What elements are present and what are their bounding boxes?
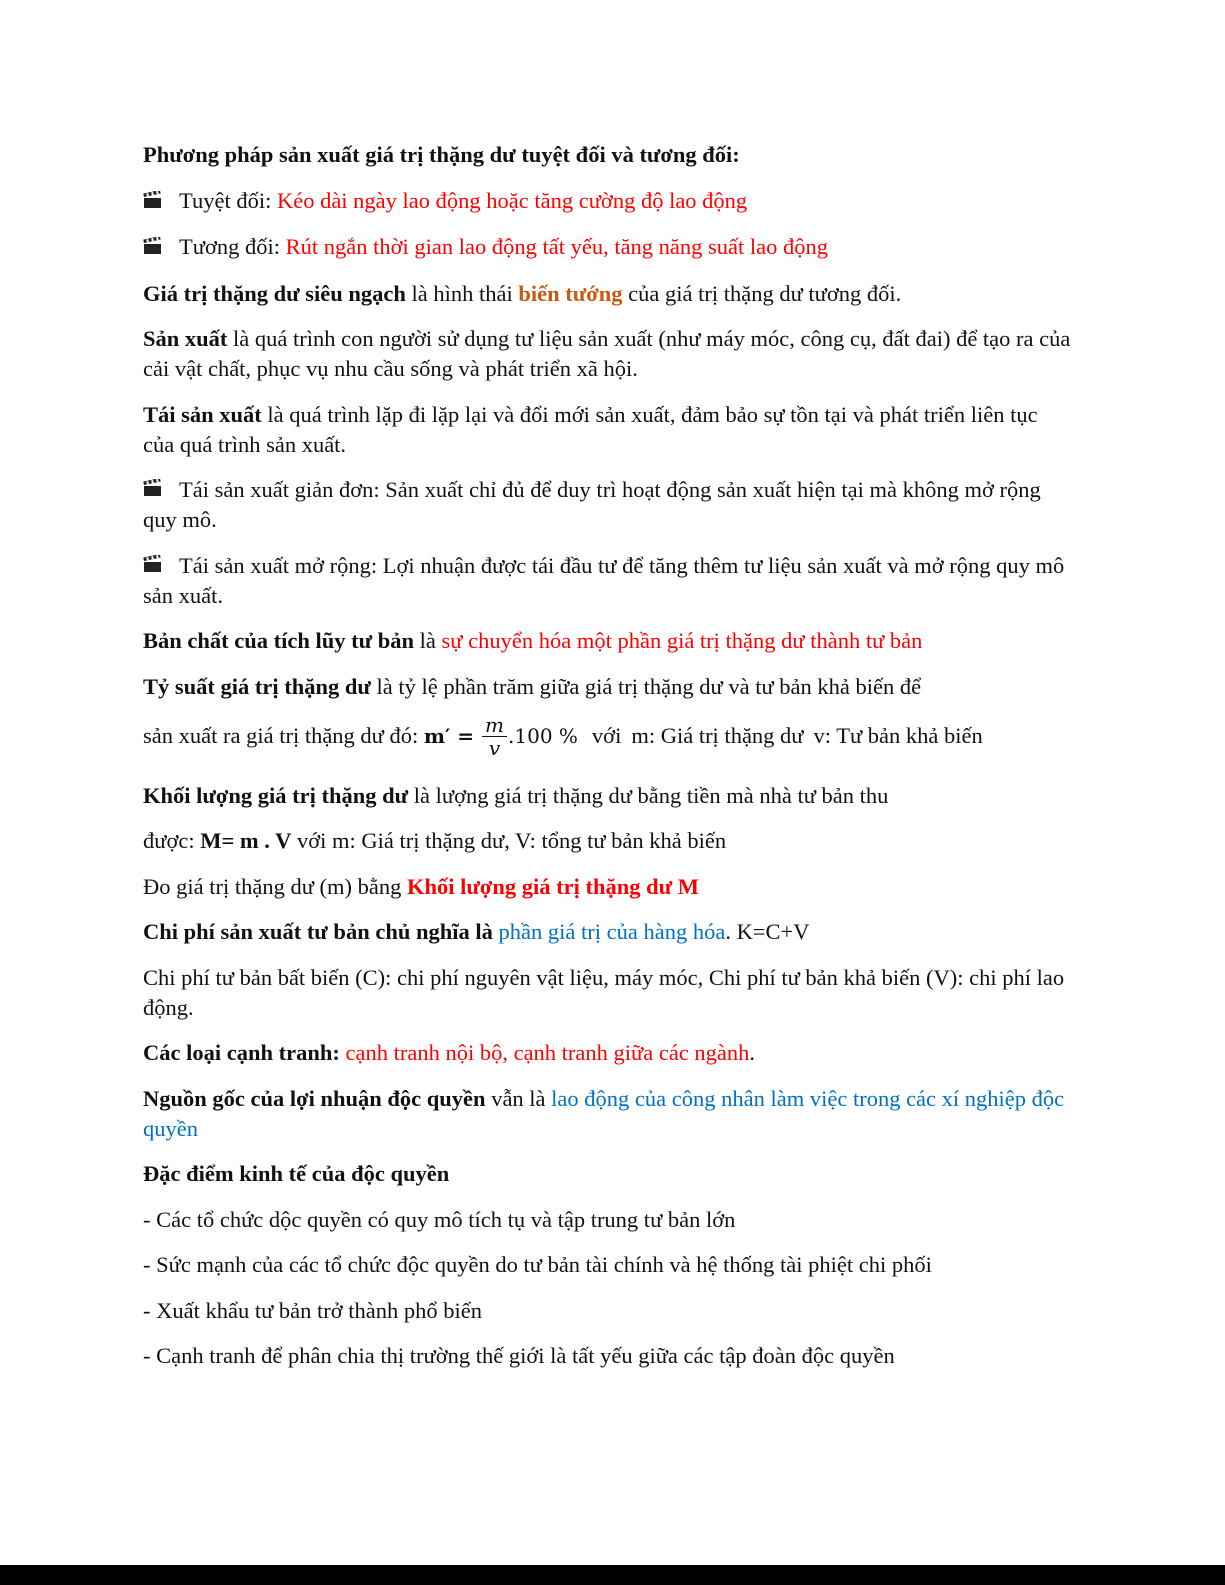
formula-lead: sản xuất ra giá trị thặng dư đó: [143,723,424,748]
fraction [482,714,507,759]
formula-mass: M= m . V [200,828,292,853]
bullet-text: Tái sản xuất giản đơn: Sản xuất chỉ đủ để duy trì hoạt động sản xuất hiện tại mà không mở rộng quy mô. [143,477,1041,532]
bullet-relative-text [179,232,828,262]
text: vẫn là [485,1085,552,1111]
bullet-simple-reproduction [143,475,1073,535]
para-chi-phi-detail: Chi phí tư bản bất biến (C): chi phí nguyên vật liệu, máy móc, Chi phí tư bản khả biến (V): chi phí lao động. [143,964,1065,1020]
highlight: cạnh tranh nội bộ, cạnh tranh giữa các ngành [345,1040,750,1065]
formula-line [143,714,1073,759]
bullet-value: Kéo dài ngày lao động hoặc tăng cường độ lao động [276,187,748,213]
text: là [414,628,442,653]
bullet-expanded-reproduction [143,551,1073,611]
heading-features [143,1159,1073,1189]
text: là quá trình lặp đi lặp lại và đổi mới sản xuất, đảm bảo sự tồn tại và phát triển liên tục của quá trình sản xuất. [143,401,1038,457]
para-ty-suat [143,672,1073,702]
page-bottom-bar [0,1565,1225,1585]
para-ban-chat [143,626,1073,656]
term: Nguồn gốc của lợi nhuận độc quyền [143,1085,486,1111]
heading-methods [143,140,1073,170]
document-content [143,140,1073,1387]
highlight: phần giá trị của hàng hóa [498,919,726,944]
text: . K=C+V [725,919,810,944]
clapperboard-icon [143,232,179,263]
text: Đo giá trị thặng dư (m) bằng [143,873,408,899]
term: Bản chất của tích lũy tư bản [143,628,415,653]
text: được: [143,828,201,853]
formula-with: với [591,723,622,748]
formula-percent: .100 % [508,724,578,748]
text: là quá trình con người sử dụng tư liệu sản xuất (như máy móc, công cụ, đất đai) để tạo ra của cải vật chất, phục vụ nhu cầu sống và phát triển xã hội. [143,326,1071,381]
list-item: - Các tổ chức dộc quyền có quy mô tích tụ và tập trung tư bản lớn [143,1206,736,1232]
term: Tái sản xuất [143,401,262,427]
highlight: sự chuyển hóa một phần giá trị thặng dư thành tư bản [441,628,923,653]
bullet-absolute-text [179,186,747,216]
para-tai-san-xuat [143,400,1073,460]
text: của giá trị thặng dư tương đối. [622,280,902,306]
formula-m-definition: m: Giá trị thặng dư [631,723,804,748]
text: là hình thái [405,280,519,306]
para-nguon-goc [143,1084,1073,1144]
bullet-relative [143,232,1073,263]
term: Tỷ suất giá trị thặng dư [143,673,371,699]
list-item: - Xuất khẩu tư bản trở thành phổ biến [143,1297,483,1323]
clapperboard-icon [143,186,179,217]
clapperboard-icon [143,551,179,581]
bullet-absolute [143,186,1073,217]
bullet-label: Tuyệt đối: [179,187,277,213]
term: Các loại cạnh tranh: [143,1040,340,1065]
heading-text: Phương pháp sản xuất giá trị thặng dư tuyệt đối và tương đối: [143,142,740,167]
para-khoi-luong [143,781,1073,811]
term: Khối lượng giá trị thặng dư [143,782,409,808]
clapperboard-icon [143,475,179,505]
term: Sản xuất [143,326,228,351]
highlight: biến tướng [518,280,623,306]
text: là lượng giá trị thặng dư bằng tiền mà nhà tư bản thu [408,782,889,808]
term: Chi phí sản xuất tư bản chủ nghĩa là [143,919,493,944]
para-san-xuat [143,324,1073,384]
text: là tỷ lệ phần trăm giữa giá trị thặng dư và tư bản khả biến để [370,673,922,699]
text: . [749,1040,756,1065]
fraction-numerator: m [482,714,507,737]
list-item: - Cạnh tranh để phân chia thị trường thế giới là tất yếu giữa các tập đoàn độc quyền [143,1343,895,1368]
bullet-label: Tương đối: [179,234,286,259]
formula-lhs: m′ = [423,724,475,748]
para-do [143,872,1073,902]
formula-v-definition: v: Tư bản khả biến [813,723,983,748]
fraction-denominator: v [488,735,501,760]
bullet-text: Tái sản xuất mở rộng: Lợi nhuận được tái đầu tư để tăng thêm tư liệu sản xuất và mở rộng quy mô sản xuất. [143,552,1065,608]
para-sieu-ngach [143,279,1073,309]
bullet-value: Rút ngắn thời gian lao động tất yếu, tăng năng suất lao động [285,234,829,259]
list-item: - Sức mạnh của các tổ chức độc quyền do tư bản tài chính và hệ thống tài phiệt chi phối [143,1252,932,1277]
highlight: Khối lượng giá trị thặng dư M [407,873,700,899]
heading-text: Đặc điểm kinh tế của độc quyền [143,1161,450,1186]
term: Giá trị thặng dư siêu ngạch [143,280,406,306]
para-duoc [143,826,1073,856]
para-canh-tranh [143,1038,1073,1068]
highlight: lao động của công nhân làm việc trong các xí nghiệp độc quyền [143,1085,1065,1141]
text: với m: Giá trị thặng dư, V: tổng tư bản khả biến [291,828,727,853]
para-chi-phi [143,917,1073,947]
